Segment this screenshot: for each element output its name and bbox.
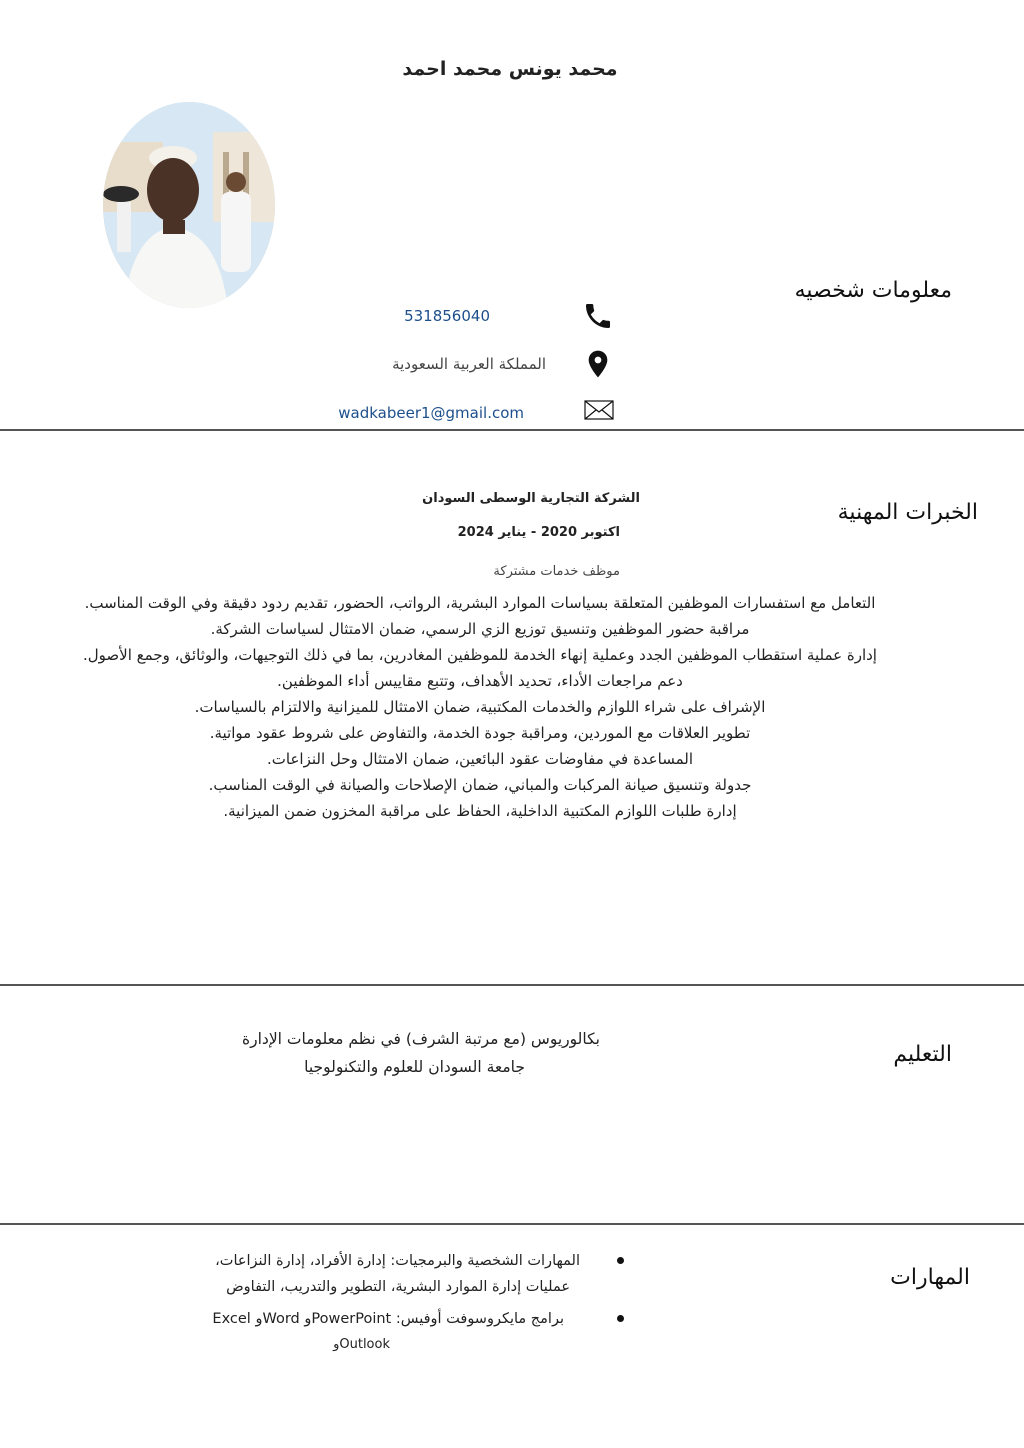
bullet-icon xyxy=(617,1315,624,1322)
skills-list xyxy=(120,1248,640,1364)
skill-line: المهارات الشخصية والبرمجيات: إدارة الأفراد، إدارة النزاعات، xyxy=(215,1253,580,1269)
phone-number[interactable]: 531856040 xyxy=(404,307,490,325)
location-text: المملكة العربية السعودية xyxy=(392,355,546,373)
email-icon xyxy=(584,398,614,426)
duty-item: المساعدة في مفاوضات عقود البائعين، ضمان الامتثال وحل النزاعات. xyxy=(267,750,693,768)
skills-title: المهارات xyxy=(890,1265,970,1290)
duty-item: جدولة وتنسيق صيانة المركبات والمباني، ضمان الإصلاحات والصيانة في الوقت المناسب. xyxy=(208,776,752,794)
duty-item: الإشراف على شراء اللوازم والخدمات المكتبية، ضمان الامتثال للميزانية والالتزام بالسياسات. xyxy=(194,698,766,716)
employment-period: اكتوبر 2020 - يناير 2024 xyxy=(457,525,620,540)
bullet-icon xyxy=(617,1257,624,1264)
profile-photo-illustration xyxy=(103,102,275,308)
section-divider xyxy=(0,1223,1024,1225)
skill-line: برامج مايكروسوفت أوفيس: PowerPointو Wordو Excel xyxy=(212,1311,564,1327)
duty-item: تطوير العلاقات مع الموردين، ومراقبة جودة الخدمة، والتفاوض على شروط عقود مواتية. xyxy=(209,724,751,742)
section-divider xyxy=(0,429,1024,431)
skill-item xyxy=(120,1306,640,1358)
experience-title: الخبرات المهنية xyxy=(837,500,978,525)
experience-duties xyxy=(60,590,900,824)
duty-item: إدارة طلبات اللوازم المكتبية الداخلية، الحفاظ على مراقبة المخزون ضمن الميزانية. xyxy=(223,802,737,820)
personal-info-title: معلومات شخصيه xyxy=(794,278,952,303)
phone-icon xyxy=(582,300,614,336)
section-divider xyxy=(0,984,1024,986)
skill-item xyxy=(120,1248,640,1300)
duty-item: دعم مراجعات الأداء، تحديد الأهداف، وتتبع مقاييس أداء الموظفين. xyxy=(277,672,683,690)
location-pin-icon xyxy=(582,348,614,384)
education-title: التعليم xyxy=(893,1042,952,1067)
university: جامعة السودان للعلوم والتكنولوجيا xyxy=(304,1058,525,1076)
company-name: الشركة التجارية الوسطى السودان xyxy=(422,491,640,506)
degree: بكالوريوس (مع مرتبة الشرف) في نظم معلومات الإدارة xyxy=(242,1030,600,1048)
job-role: موظف خدمات مشتركة xyxy=(493,564,620,579)
education-details xyxy=(150,1025,600,1081)
profile-photo xyxy=(103,102,275,308)
skill-line: Outlookو xyxy=(333,1337,390,1352)
duty-item: مراقبة حضور الموظفين وتنسيق توزيع الزي الرسمي، ضمان الامتثال لسياسات الشركة. xyxy=(210,620,750,638)
candidate-name: محمد يونس محمد احمد xyxy=(402,58,618,80)
skill-line: عمليات إدارة الموارد البشرية، التطوير والتدريب، التفاوض xyxy=(226,1279,570,1295)
duty-item: التعامل مع استفسارات الموظفين المتعلقة بسياسات الموارد البشرية، الرواتب، الحضور، تقديم ردود دقيقة وفي الوقت المناسب. xyxy=(84,594,876,612)
duty-item: إدارة عملية استقطاب الموظفين الجدد وعملية إنهاء الخدمة للموظفين المغادرين، بما في ذلك التوجيهات، والوثائق، وجمع الأصول. xyxy=(83,646,877,664)
email-link[interactable]: wadkabeer1@gmail.com xyxy=(338,404,524,422)
